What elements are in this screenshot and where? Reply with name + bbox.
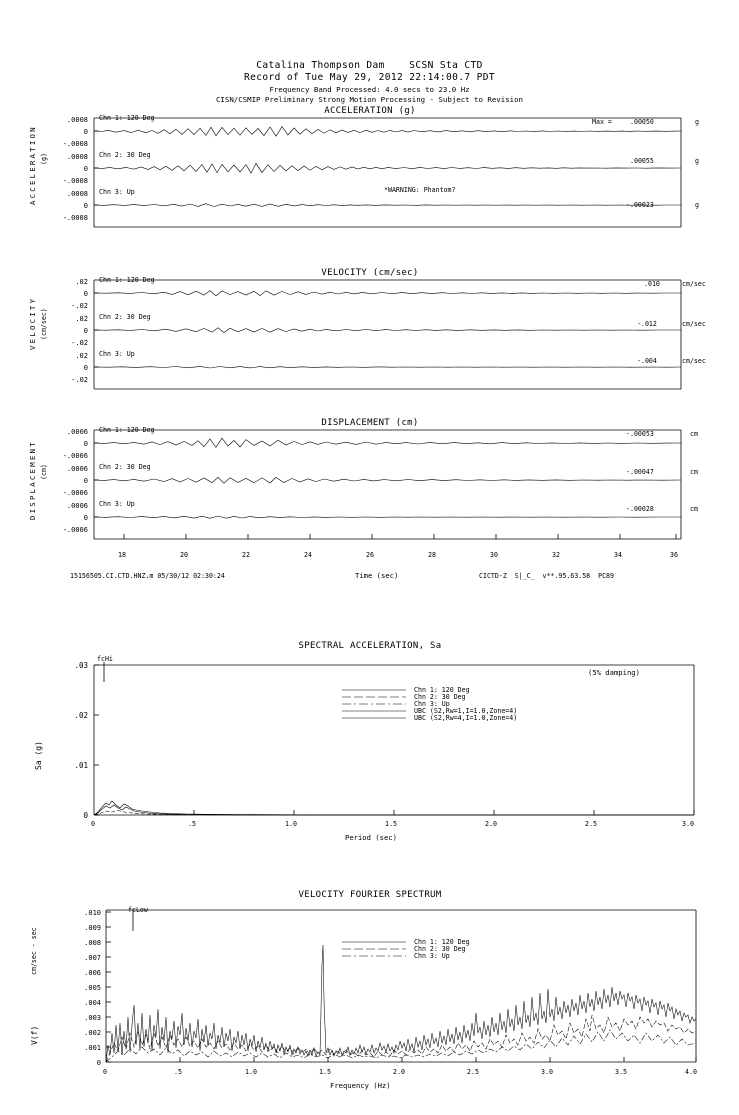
disp-chn2-label: Chn 2: 30 Deg bbox=[99, 463, 151, 471]
time-tick-18: 18 bbox=[118, 551, 126, 559]
sa-panel-title: SPECTRAL ACCELERATION, Sa bbox=[298, 641, 442, 651]
fs-legend-item-chn1: Chn 1: 120 Deg bbox=[414, 938, 470, 946]
acceleration-axis-units: (g) bbox=[40, 153, 48, 165]
sa-y-axis-label: Sa (g) bbox=[34, 741, 43, 770]
velocity-fourier-spectrum-plot bbox=[46, 905, 706, 1095]
svg-text:-.02: -.02 bbox=[71, 376, 88, 384]
svg-text:.001: .001 bbox=[84, 1044, 101, 1052]
time-tick-28: 28 bbox=[428, 551, 436, 559]
svg-text:-.0008: -.0008 bbox=[62, 140, 88, 148]
acceleration-panel-title: ACCELERATION (g) bbox=[324, 106, 416, 116]
time-tick-36: 36 bbox=[670, 551, 678, 559]
svg-text:.005: .005 bbox=[84, 984, 101, 992]
acc-chn3-warning: *WARNING: Phantom? bbox=[384, 186, 456, 194]
report-title-line1: Catalina Thompson Dam SCSN Sta CTD bbox=[256, 60, 483, 71]
svg-text:.008: .008 bbox=[84, 939, 101, 947]
sa-xtick-05: .5 bbox=[188, 820, 196, 828]
time-tick-22: 22 bbox=[242, 551, 250, 559]
displacement-axis-label: DISPLACEMENT bbox=[28, 440, 37, 520]
acceleration-plot bbox=[46, 112, 686, 252]
fs-xtick-15: 1.5 bbox=[319, 1068, 331, 1076]
sa-fchi-marker-label: fcHi bbox=[97, 655, 113, 663]
time-tick-24: 24 bbox=[304, 551, 312, 559]
fs-xtick-35: 3.5 bbox=[615, 1068, 627, 1076]
acc-chn1-unit: g bbox=[695, 118, 699, 126]
fs-legend bbox=[340, 938, 410, 964]
fs-xtick-40: 4.0 bbox=[685, 1068, 697, 1076]
vel-chn2-unit: cm/sec bbox=[682, 320, 706, 328]
svg-text:0: 0 bbox=[83, 514, 88, 522]
svg-text:0: 0 bbox=[96, 1059, 101, 1067]
svg-text:.0008: .0008 bbox=[66, 190, 88, 198]
svg-text:0: 0 bbox=[83, 440, 88, 448]
disp-chn2-unit: cm bbox=[690, 468, 698, 476]
svg-text:.007: .007 bbox=[84, 954, 101, 962]
sa-xtick-20: 2.0 bbox=[485, 820, 497, 828]
svg-text:.003: .003 bbox=[84, 1014, 101, 1022]
velocity-axis-units: (cm/sec) bbox=[40, 308, 48, 340]
processing-code-footer: CICTD-Z S|_C_ v**.95.63.58 PC89 bbox=[479, 572, 614, 580]
disp-chn2-peak: -.00047 bbox=[626, 468, 654, 476]
disp-chn1-peak: -.00053 bbox=[626, 430, 654, 438]
acc-chn3-peak: -.00023 bbox=[626, 201, 654, 209]
sa-legend-item-ubc1: UBC (S2,Rw=1,I=1.0,Zone=4) bbox=[414, 707, 518, 715]
svg-text:0: 0 bbox=[83, 165, 88, 173]
time-tick-20: 20 bbox=[180, 551, 188, 559]
vel-chn1-label: Chn 1: 120 Deg bbox=[99, 276, 155, 284]
svg-text:.02: .02 bbox=[74, 711, 88, 720]
svg-text:.0008: .0008 bbox=[66, 153, 88, 161]
sa-xtick-15: 1.5 bbox=[385, 820, 397, 828]
displacement-panel-title: DISPLACEMENT (cm) bbox=[321, 418, 419, 428]
svg-text:0: 0 bbox=[83, 477, 88, 485]
fs-legend-item-chn3: Chn 3: Up bbox=[414, 952, 450, 960]
fs-xtick-20: 2.0 bbox=[393, 1068, 405, 1076]
svg-text:.0006: .0006 bbox=[66, 465, 88, 473]
svg-text:-.0008: -.0008 bbox=[62, 214, 88, 222]
time-tick-34: 34 bbox=[614, 551, 622, 559]
sa-legend-item-ubc2: UBC (S2,Rw=4,I=1.0,Zone=4) bbox=[414, 714, 518, 722]
acc-chn3-unit: g bbox=[695, 201, 699, 209]
velocity-plot bbox=[46, 274, 686, 414]
sa-x-axis-label: Period (sec) bbox=[345, 833, 397, 842]
svg-text:-.0008: -.0008 bbox=[62, 177, 88, 185]
svg-text:.0006: .0006 bbox=[66, 502, 88, 510]
sa-legend-item-chn3: Chn 3: Up bbox=[414, 700, 450, 708]
fs-panel-title: VELOCITY FOURIER SPECTRUM bbox=[298, 890, 442, 900]
vel-chn2-peak: -.012 bbox=[637, 320, 657, 328]
fs-xtick-05: .5 bbox=[174, 1068, 182, 1076]
svg-text:.02: .02 bbox=[75, 278, 88, 286]
svg-text:.0006: .0006 bbox=[66, 428, 88, 436]
acc-chn1-peak-prefix: Max = bbox=[592, 118, 612, 126]
fs-y-axis-label: V(f) bbox=[30, 1025, 39, 1045]
svg-text:0: 0 bbox=[83, 290, 88, 298]
sa-legend-item-chn1: Chn 1: 120 Deg bbox=[414, 686, 470, 694]
velocity-panel-title: VELOCITY (cm/sec) bbox=[321, 268, 419, 278]
svg-text:0: 0 bbox=[83, 327, 88, 335]
acc-chn2-unit: g bbox=[695, 157, 699, 165]
svg-text:-.02: -.02 bbox=[71, 302, 88, 310]
time-axis-label: Time (sec) bbox=[355, 571, 399, 580]
fs-y-axis-units: cm/sec - sec bbox=[30, 927, 38, 975]
acc-chn2-peak: .00055 bbox=[630, 157, 654, 165]
sa-legend bbox=[340, 686, 410, 726]
vel-chn3-label: Chn 3: Up bbox=[99, 350, 135, 358]
svg-text:.009: .009 bbox=[84, 924, 101, 932]
svg-text:-.0006: -.0006 bbox=[62, 452, 88, 460]
svg-text:0: 0 bbox=[83, 202, 88, 210]
fs-xtick-0: 0 bbox=[103, 1068, 107, 1076]
svg-text:-.0006: -.0006 bbox=[62, 526, 88, 534]
report-processing-note: CISN/CSMIP Preliminary Strong Motion Processing - Subject to Revision bbox=[215, 95, 524, 104]
vel-chn1-unit: cm/sec bbox=[682, 280, 706, 288]
vel-chn2-label: Chn 2: 30 Deg bbox=[99, 313, 151, 321]
report-freq-band: Frequency Band Processed: 4.0 secs to 23.0 Hz bbox=[269, 85, 470, 94]
sa-xtick-10: 1.0 bbox=[285, 820, 297, 828]
disp-chn3-unit: cm bbox=[690, 505, 698, 513]
time-tick-26: 26 bbox=[366, 551, 374, 559]
fs-x-axis-label: Frequency (Hz) bbox=[330, 1081, 391, 1090]
record-id-footer: 15156505.CI.CTD.HNZ.m 05/30/12 02:30:24 bbox=[70, 572, 225, 580]
sa-xtick-0: 0 bbox=[91, 820, 95, 828]
fs-xtick-25: 2.5 bbox=[467, 1068, 479, 1076]
svg-text:.02: .02 bbox=[75, 315, 88, 323]
disp-chn3-peak: -.00028 bbox=[626, 505, 654, 513]
svg-text:.01: .01 bbox=[74, 761, 88, 770]
svg-text:0: 0 bbox=[83, 128, 88, 136]
svg-text:.006: .006 bbox=[84, 969, 101, 977]
sa-xtick-30: 3.0 bbox=[682, 820, 694, 828]
acc-chn1-label: Chn 1: 120 Deg bbox=[99, 114, 155, 122]
vel-chn3-peak: -.004 bbox=[637, 357, 657, 365]
svg-text:-.02: -.02 bbox=[71, 339, 88, 347]
sa-damping-note: (5% damping) bbox=[588, 668, 640, 677]
sa-xtick-25: 2.5 bbox=[585, 820, 597, 828]
acc-chn3-label: Chn 3: Up bbox=[99, 188, 135, 196]
report-title-line2: Record of Tue May 29, 2012 22:14:00.7 PDT bbox=[244, 72, 495, 83]
svg-text:.02: .02 bbox=[75, 352, 88, 360]
svg-text:0: 0 bbox=[83, 811, 88, 820]
acc-chn1-peak: .00050 bbox=[630, 118, 654, 126]
acc-chn2-label: Chn 2: 30 Deg bbox=[99, 151, 151, 159]
disp-chn3-label: Chn 3: Up bbox=[99, 500, 135, 508]
time-tick-32: 32 bbox=[552, 551, 560, 559]
svg-text:.004: .004 bbox=[84, 999, 101, 1007]
vel-chn3-unit: cm/sec bbox=[682, 357, 706, 365]
svg-text:.0008: .0008 bbox=[66, 116, 88, 124]
velocity-axis-label: VELOCITY bbox=[28, 296, 37, 350]
disp-chn1-unit: cm bbox=[690, 430, 698, 438]
fs-xtick-30: 3.0 bbox=[541, 1068, 553, 1076]
svg-text:0: 0 bbox=[83, 364, 88, 372]
sa-legend-item-chn2: Chn 2: 30 Deg bbox=[414, 693, 466, 701]
svg-text:-.0006: -.0006 bbox=[62, 489, 88, 497]
fs-xtick-10: 1.0 bbox=[245, 1068, 257, 1076]
svg-text:.010: .010 bbox=[84, 909, 101, 917]
disp-chn1-label: Chn 1: 120 Deg bbox=[99, 426, 155, 434]
fs-fclow-marker-label: fcLow bbox=[128, 906, 148, 914]
acceleration-axis-label: ACCELERATION bbox=[28, 125, 37, 205]
fs-legend-item-chn2: Chn 2: 30 Deg bbox=[414, 945, 466, 953]
displacement-axis-units: (cm) bbox=[40, 464, 48, 480]
vel-chn1-peak: .010 bbox=[644, 280, 660, 288]
svg-text:.002: .002 bbox=[84, 1029, 101, 1037]
svg-text:.03: .03 bbox=[74, 661, 88, 670]
time-tick-30: 30 bbox=[490, 551, 498, 559]
